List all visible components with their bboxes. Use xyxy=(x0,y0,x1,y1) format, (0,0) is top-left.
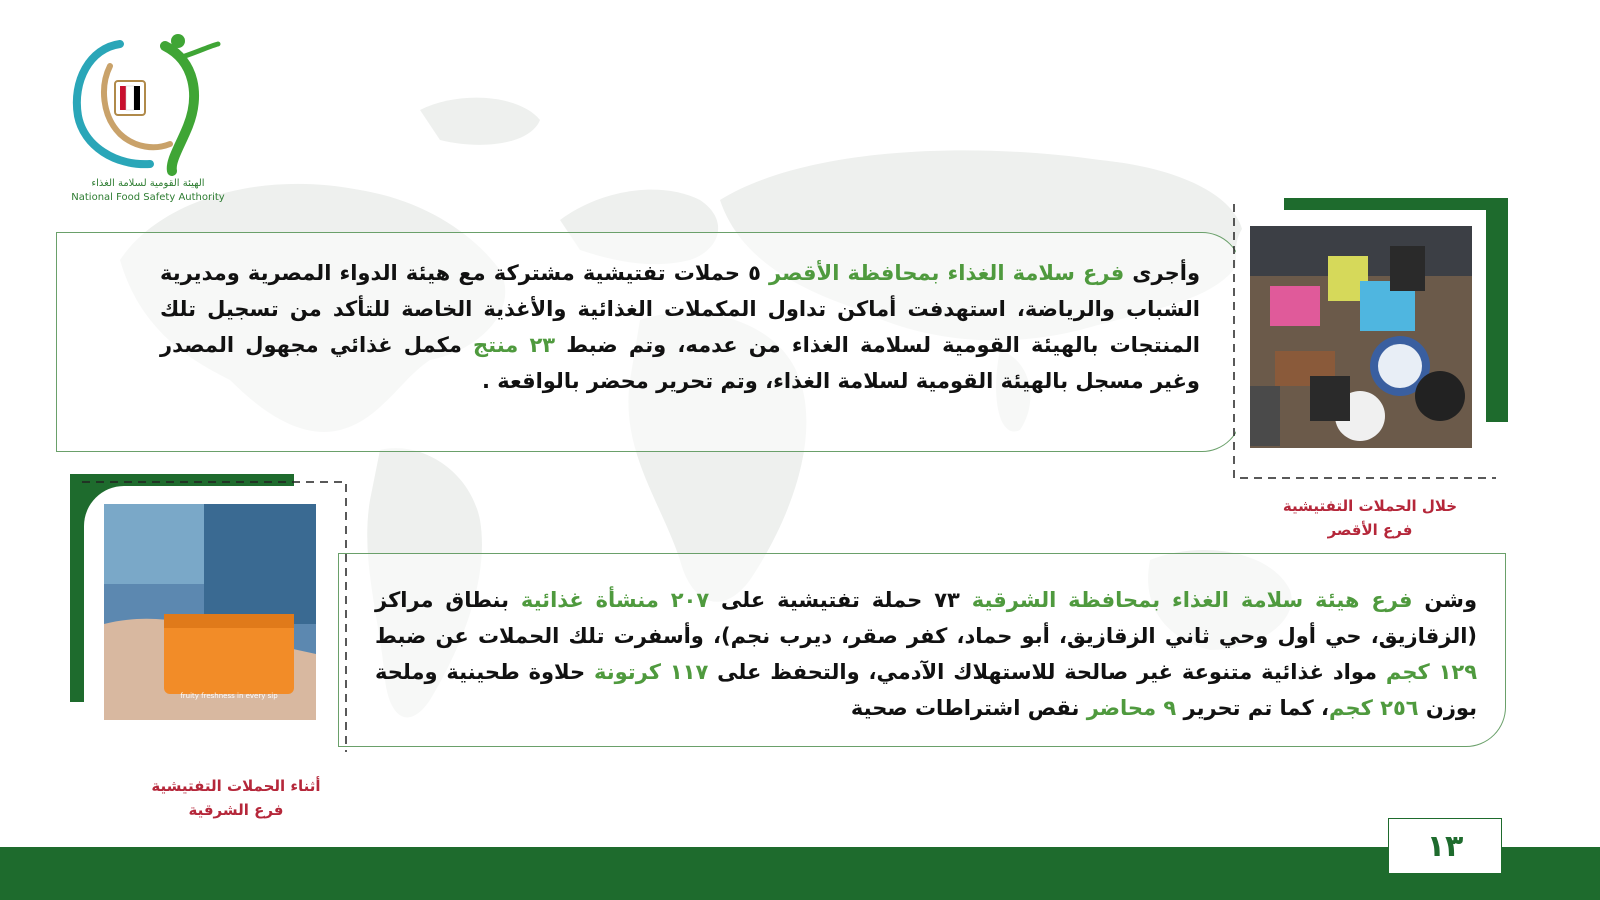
sharqia-reports: ٩ محاضر xyxy=(1086,696,1177,720)
luxor-lead: وأجرى xyxy=(1124,261,1200,285)
luxor-text-a: ٥ حملات تفتيشية مشتركة مع هيئة الدواء المصرية ومديرية الشباب والرياضة، استهدفت أماكن تداول المكملات الغذائية والأغذية الخاصة للتأكد من تسجيل تلك المنتجات بالهيئة القومية لسلامة الغذاء من عدمه، وتم ضبط xyxy=(160,261,1200,357)
logo-monogram: NFSA xyxy=(164,77,189,113)
luxor-text-b: مكمل غذائي مجهول المصدر وغير مسجل بالهيئة القومية لسلامة الغذاء، وتم تحرير محضر بالواقعة . xyxy=(160,333,1200,393)
luxor-paragraph xyxy=(160,255,1200,399)
nfsa-logo xyxy=(60,26,230,206)
sharqia-facilities: ٢٠٧ منشأة غذائية xyxy=(520,588,710,612)
sharqia-caption-line2: فرع الشرقية xyxy=(188,801,284,819)
sharqia-cartons: ١١٧ كرتونة xyxy=(594,660,709,684)
sharqia-paragraph xyxy=(375,582,1477,726)
luxor-product-count: ٢٣ منتج xyxy=(473,333,556,357)
logo-emblem-icon xyxy=(60,26,230,176)
sharqia-lead: وشن xyxy=(1412,588,1477,612)
page-number: ١٣ xyxy=(1388,818,1502,874)
sharqia-text-e: ، كما تم تحرير xyxy=(1176,696,1330,720)
sharqia-product-photo xyxy=(104,504,316,720)
luxor-supplements-photo xyxy=(1250,226,1472,448)
sharqia-caption-line1: أثناء الحملات التفتيشية xyxy=(151,777,321,795)
sharqia-text-a: ٧٣ حملة تفتيشية على xyxy=(709,588,972,612)
sharqia-photo-frame xyxy=(70,474,352,758)
logo-arabic-name: الهيئة القومية لسلامة الغذاء xyxy=(91,178,205,189)
luxor-photo-frame xyxy=(1226,198,1508,484)
sharqia-caption xyxy=(136,774,336,822)
sharqia-branch: فرع هيئة سلامة الغذاء بمحافظة الشرقية xyxy=(971,588,1413,612)
sharqia-text-d: حلاوة طحينية وملحة بوزن xyxy=(375,660,1477,720)
sharqia-text-c: مواد غذائية متنوعة غير صالحة للاستهلاك الآدمي، والتحفظ على xyxy=(708,660,1386,684)
sharqia-text-b: بنطاق مراكز (الزقازيق، حي أول وحي ثاني الزقازيق، أبو حماد، كفر صقر، ديرب نجم)، وأسفرت تلك الحملات عن ضبط xyxy=(375,588,1477,648)
sharqia-photo-label: fruity freshness in every sip xyxy=(180,692,278,700)
sharqia-text-f: نقص اشتراطات صحية xyxy=(850,696,1087,720)
sharqia-weight2: ٢٥٦ كجم xyxy=(1329,696,1419,720)
logo-english-name: National Food Safety Authority xyxy=(71,192,225,203)
luxor-caption-line1: خلال الحملات التفتيشية xyxy=(1282,497,1458,515)
sharqia-weight1: ١٢٩ كجم xyxy=(1385,660,1478,684)
luxor-caption xyxy=(1270,494,1470,542)
luxor-caption-line2: فرع الأقصر xyxy=(1327,521,1413,539)
footer-bar xyxy=(0,847,1600,900)
luxor-branch: فرع سلامة الغذاء بمحافظة الأقصر xyxy=(769,261,1125,285)
